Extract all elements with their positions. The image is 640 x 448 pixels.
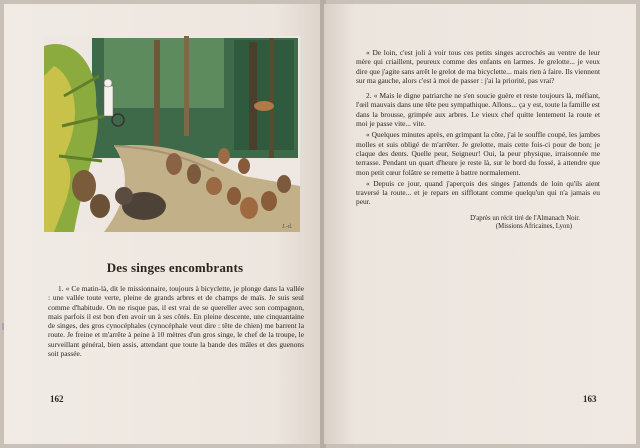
- paragraph-c: « Quelques minutes après, en grimpant la côte, j'ai le souffle coupé, les jambes molles et suis obligé de m'arrêter. Je grelotte, mais cette fois-ci pour de bon; je claque des dents. Quelle peur, Seigneur! Oui, la peur physique, irraisonnée me terrasse. Pendant un quart d'heure je reste là, sur le bord du fossé, à attendre que mon petit cœur folâtre se remette à battre normalement.: [356, 130, 600, 177]
- illustration-signature: J.-d.: [282, 224, 293, 230]
- paragraph-1: 1. « Ce matin-là, dit le missionnaire, toujours à bicyclette, je plonge dans la vallée : une vallée toute verte, pleine de grands arbres et de champs de maïs. Je suis seul comme d'habitude. On ne risque pas, il est vrai de se quereller avec son compagnon, mais parfois il est bon d'en avoir un à ses côtés. En pleine descente, une cinquantaine de singes, des gros cynocéphales (cynocéphale veut dire : tête de chien) me barrent la route. Je freine et m'arrête à peine à 10 mètres d'un gros singe, le chef de la troupe, le surveillant général, bien assis, attendant que toute la bande des mâles et des guenons soit passée.: [48, 284, 304, 359]
- source-credit: D'après un récit tiré de l'Almanach Noir.: [470, 214, 580, 222]
- source-credit-publisher: (Missions Africaines, Lyon): [495, 223, 572, 231]
- page-number-left: 162: [50, 394, 64, 404]
- jungle-monkeys-illustration: [44, 36, 300, 232]
- paragraph-a: « De loin, c'est joli à voir tous ces petits singes accrochés au ventre de leur mère qui criaillent, peureux comme des enfants en larmes. Je grelotte... je veux dire que j'agite sans arrêt le grelot de ma bicyclette... mais rien à faire. Ils viennent sur ma gauche, alors c'est à moi de passer : j'ai la priorité, pas vrai?: [356, 48, 600, 85]
- page-number-right: 163: [583, 394, 597, 404]
- pen-mark: ǀ: [2, 322, 5, 333]
- paragraph-b: 2. « Mais le digne patriarche ne s'en soucie guère et reste toujours là, méfiant, l'œil mauvais dans une tête peu sympathique. Allons... ça y est, toute la famille est dans la brousse, grimpée aux arbres. Le vieux chef quitte lentement la route et moi je passe vite... vite.: [356, 91, 600, 129]
- left-text-block: [48, 284, 304, 360]
- article-title: Des singes encombrants: [106, 260, 244, 275]
- paragraph-d: « Depuis ce jour, quand j'aperçois des singes j'attends de loin qu'ils aient traversé la route... et je repars en sifflotant comme quelqu'un qui n'a jamais eu peur.: [356, 178, 600, 207]
- right-text-block: [356, 48, 600, 232]
